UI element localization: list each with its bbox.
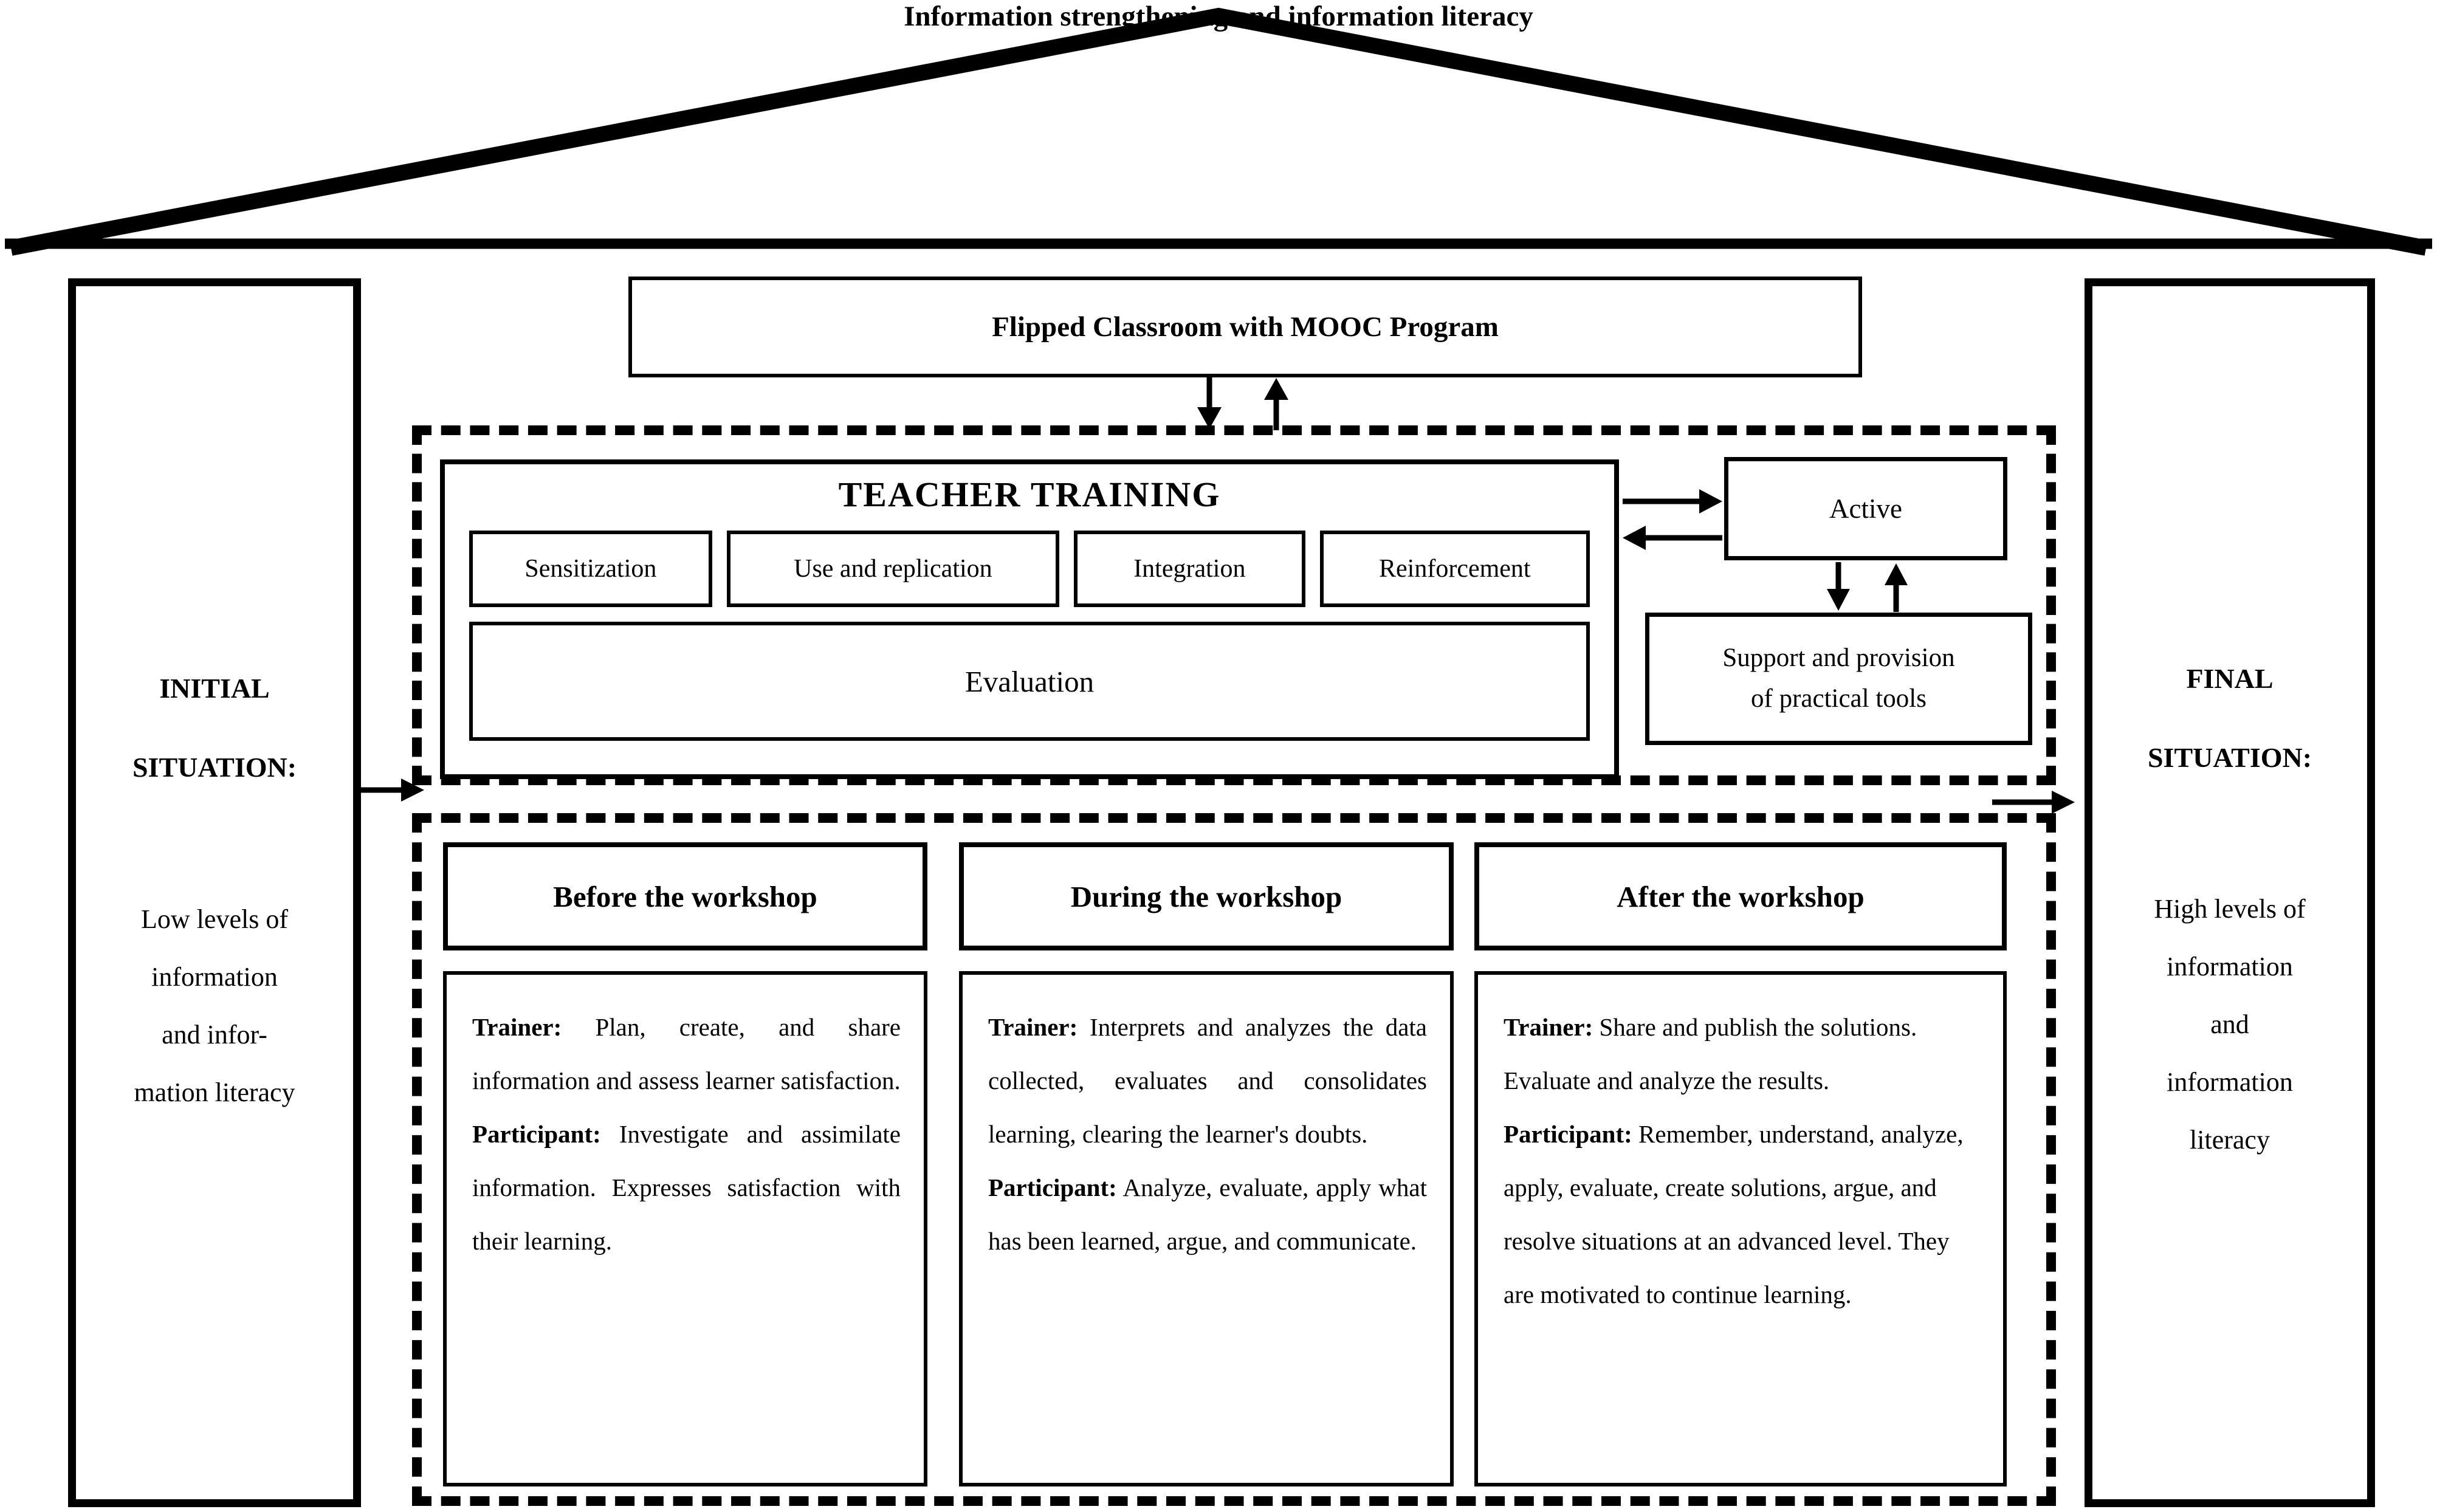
- roof-title: Information strengthening and information literacy: [904, 1, 1533, 32]
- final-body-line: information: [2167, 1067, 2293, 1097]
- active-box: [1724, 457, 2007, 560]
- support-tools-line2: of practical tools: [1751, 684, 1927, 713]
- teacher-training-box: [440, 459, 1619, 779]
- arrow-down-flipped-to-training: [1185, 376, 1319, 431]
- teacher-training-stages: [469, 531, 1590, 607]
- participant-label: Participant:: [472, 1120, 601, 1148]
- during-workshop-header: [959, 842, 1454, 950]
- before-workshop-header: [443, 842, 927, 950]
- stage-integration: Integration: [1074, 531, 1305, 607]
- trainer-text: Interprets and analyzes the data collected, evaluates and consolidates learning, clearing the learner's doubts.: [988, 1013, 1428, 1148]
- trainer-label: Trainer:: [1504, 1013, 1593, 1041]
- final-body-line: High levels of: [2154, 894, 2306, 924]
- final-body-line: information: [2167, 952, 2293, 981]
- arrow-active-support-pair: [1817, 561, 1920, 613]
- after-workshop-header: [1474, 842, 2007, 950]
- initial-situation-box: [68, 278, 361, 1507]
- initial-body-line: mation literacy: [134, 1077, 295, 1107]
- participant-text: Remember, understand, analyze, apply, evaluate, create solutions, argue, and resolve situations at an advanced level. They are motivated to continue learning.: [1504, 1120, 1964, 1308]
- final-situation-title: [2092, 639, 2367, 797]
- initial-body-line: information: [151, 962, 278, 992]
- before-workshop-title: Before the workshop: [553, 879, 817, 913]
- roof-outline: [0, 0, 2437, 261]
- participant-text: Analyze, evaluate, apply what has been learned, argue, and communicate.: [988, 1174, 1427, 1255]
- participant-label: Participant:: [988, 1174, 1117, 1201]
- before-trainer-paragraph: [472, 1000, 901, 1107]
- arrow-training-to-final: [1992, 783, 2077, 822]
- stage-use-and-replication: Use and replication: [727, 531, 1059, 607]
- flipped-classroom-box: [628, 277, 1862, 377]
- final-title-line2: SITUATION:: [2147, 742, 2312, 773]
- initial-title-line1: INITIAL: [159, 673, 270, 704]
- final-body-line: literacy: [2190, 1125, 2270, 1155]
- stage-reinforcement: Reinforcement: [1320, 531, 1590, 607]
- after-participant-paragraph: [1504, 1107, 1980, 1321]
- initial-situation-title: [76, 649, 353, 807]
- active-label: Active: [1829, 493, 1902, 524]
- flipped-classroom-label: Flipped Classroom with MOOC Program: [992, 311, 1499, 343]
- trainer-text: Plan, create, and share information and assess learner satisfaction.: [472, 1013, 901, 1094]
- after-workshop-body: [1474, 971, 2007, 1486]
- during-workshop-body: [959, 971, 1454, 1486]
- during-workshop-title: During the workshop: [1070, 879, 1342, 913]
- after-trainer-paragraph: [1504, 1000, 1980, 1107]
- participant-text: Investigate and assimilate information. Expresses satisfaction with their learning.: [472, 1120, 901, 1255]
- initial-body-line: and infor-: [162, 1020, 267, 1050]
- during-trainer-paragraph: [988, 1000, 1427, 1161]
- stage-evaluation: Evaluation: [469, 622, 1590, 741]
- final-situation-body: [2092, 880, 2367, 1169]
- stage-sensitization: Sensitization: [469, 531, 712, 607]
- trainer-label: Trainer:: [988, 1013, 1078, 1041]
- arrow-training-active-pair: [1619, 480, 1726, 559]
- teacher-training-title: TEACHER TRAINING: [838, 475, 1221, 514]
- before-participant-paragraph: [472, 1107, 901, 1268]
- support-tools-line1: Support and provision: [1722, 644, 1955, 673]
- trainer-label: Trainer:: [472, 1013, 562, 1041]
- initial-body-line: Low levels of: [141, 904, 288, 934]
- during-participant-paragraph: [988, 1161, 1427, 1268]
- final-title-line1: FINAL: [2186, 663, 2274, 694]
- final-body-line: and: [2210, 1009, 2249, 1039]
- arrow-initial-to-training: [360, 771, 427, 809]
- after-workshop-title: After the workshop: [1617, 879, 1865, 913]
- trainer-text: Share and publish the solutions. Evaluate and analyze the results.: [1504, 1013, 1917, 1094]
- participant-label: Participant:: [1504, 1120, 1632, 1148]
- initial-situation-body: [76, 890, 353, 1121]
- initial-title-line2: SITUATION:: [132, 752, 297, 783]
- support-tools-box: [1645, 613, 2032, 745]
- before-workshop-body: [443, 971, 927, 1486]
- final-situation-box: [2085, 278, 2375, 1507]
